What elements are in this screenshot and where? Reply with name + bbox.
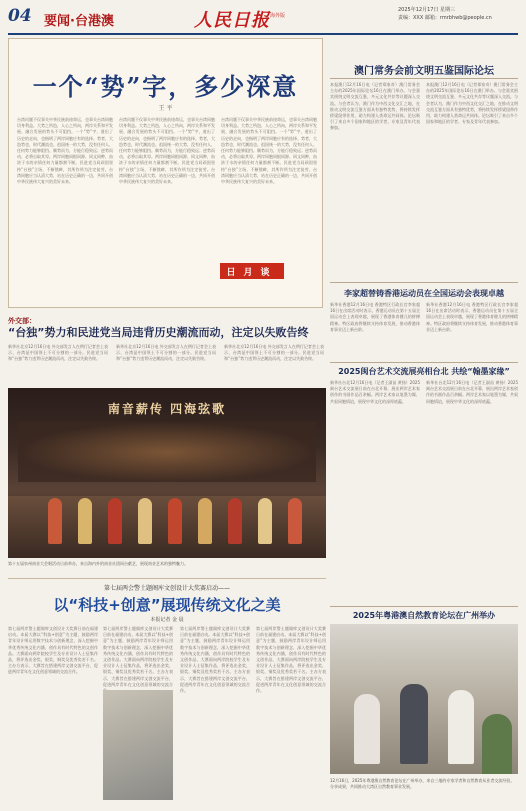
- macau-forum-rule: [330, 78, 518, 79]
- photo-person: [448, 690, 474, 764]
- commentary-author: 王 平: [158, 105, 173, 112]
- stage-backdrop: [18, 422, 316, 482]
- art-news-top-rule: [330, 362, 518, 363]
- issue-date: 2025年12月17日 星期三: [398, 7, 456, 13]
- photo-plant: [482, 714, 512, 774]
- feature-body-col1: 第七届两岸警土题阁库文创设计大奖赛日前在福建启动。本届大赛以“科技+创意”为主题，鼓励两岸青年设计师运用数字技术与创新理念，深入挖掘中华优秀传统文化内涵，创作具有时代特色的文创作品。大赛面向两岸院校学生及专业设计人士征集作品，将评选出金奖、银奖、铜奖及优秀奖若干名。主办方表示，大赛旨在搭建两岸文创交流平台，促进两岸青年在文化创意领域的交流合作。: [8, 626, 98, 675]
- photo-person: [400, 684, 428, 764]
- header-rule: [8, 33, 518, 35]
- commentary-body-col2: 台湾问题不仅事关中华民族前途命运，也事关台湾同胞切身利益。大势之所趋，人心之所向，两岸关系和平发展、融合发展的势头不可阻挡。一个“势”字，道出了历史的走向，也指明了两岸同胞应有的选择。势者，大趋势也，时代潮流也。祖国统一的大势，没有任何人、任何势力能够阻挡。顺势而为，方能行稳致远；逆势而动，必将自取其辱。两岸同胞同根同源、同文同种，血浓于水的亲情任何力量都割不断。民进党当局顽固坚持“台独”立场，不断挑衅，其所作所为注定徒劳。台湾同胞应当认清大势，站在历史正确的一边，共同开创中华民族伟大复兴的美好未来。: [119, 117, 215, 185]
- news1-body-col1: 新华社北京12月16日电 外交部发言人在例行记者会上表示，台湾是中国领土不可分割的一部分。民进党当局和“台独”势力违背历史潮流而动，注定以失败告终。: [8, 344, 108, 362]
- performer-figure: [228, 498, 242, 544]
- macau-forum-body-col1: 本报澳门12月16日电（记者郑家奇）澳门常务会主办的2025年国际论坛16日在澳门举办。与会嘉宾围绕文明交流互鉴、多元文化共存等议题深入交流。与会者认为，澳门作为中西文化交汇之地，在推动文明交流互鉴方面具有独特优势，将持续发挥桥梁纽带作用，助力构建人类命运共同体。论坛吸引了来自多个国家和地区的学者、专家及青年代表参加。: [330, 82, 420, 131]
- photo-banner-text: 南音薪传 四海弦歌: [107, 402, 227, 416]
- nature-forum-title: 2025年粤港澳自然教育论坛在广州举办: [352, 611, 496, 620]
- performer-figure: [198, 498, 212, 544]
- feature-body-col3: 第七届两岸警土题阁库文创设计大奖赛日前在福建启动。本届大赛以“科技+创意”为主题，鼓励两岸青年设计师运用数字技术与创新理念，深入挖掘中华优秀传统文化内涵，创作具有时代特色的文创作品。大赛面向两岸院校学生及专业设计人士征集作品，将评选出金奖、银奖、铜奖及优秀奖若干名。主办方表示，大赛旨在搭建两岸文创交流平台，促进两岸青年在文化创意领域的交流合作。: [180, 626, 250, 694]
- nanyin-photo-caption: 第十五届泉州南音大会唱活动日前举办，来自海内外的南音社团同台献艺，展现南音艺术的独特魅力。: [8, 561, 188, 566]
- art-news-body-col1: 新华社台北12月16日电（记者王淑苗 黄扬）2025闽台艺术交流展日前在台北开幕，展出两岸艺术家创作的书画作品百余幅。两岸艺术家以笔墨为媒，共叙同胞情谊，展现中华文化的深厚底蕴。: [330, 380, 420, 404]
- feature-kicker: 第七届两会警土题阁库文创设计大奖赛启动——: [103, 585, 230, 592]
- news1-body-col3: 新华社北京12月16日电 外交部发言人在例行记者会上表示，台湾是中国领土不可分割的一部分。民进党当局和“台独”势力违背历史潮流而动，注定以失败告终。: [224, 344, 324, 362]
- nature-forum-caption: 12月16日，2025年粤港澳自然教育论坛在广州举办，来自三地的专家学者和自然教育从业者交流经验、分享成果，共同推动大湾区自然教育事业发展。: [330, 778, 515, 789]
- commentary-body-col3: 台湾问题不仅事关中华民族前途命运，也事关台湾同胞切身利益。大势之所趋，人心之所向，两岸关系和平发展、融合发展的势头不可阻挡。一个“势”字，道出了历史的走向，也指明了两岸同胞应有的选择。势者，大趋势也，时代潮流也。祖国统一的大势，没有任何人、任何势力能够阻挡。顺势而为，方能行稳致远；逆势而动，必将自取其辱。两岸同胞同根同源、同文同种，血浓于水的亲情任何力量都割不断。民进党当局顽固坚持“台独”立场，不断挑衅，其所作所为注定徒劳。台湾同胞应当认清大势，站在历史正确的一边，共同开创中华民族伟大复兴的美好未来。: [221, 117, 317, 185]
- nature-forum-photo: [330, 624, 518, 774]
- page-header: [8, 4, 518, 34]
- performer-figure: [78, 498, 92, 544]
- performer-figure: [288, 498, 302, 544]
- page-number: 04: [8, 6, 32, 26]
- editor-line: 责编：XXX 邮箱：rmrbhwb@people.cn: [398, 15, 492, 21]
- commentary-body-col1: 台湾问题不仅事关中华民族前途命运，也事关台湾同胞切身利益。大势之所趋，人心之所向，两岸关系和平发展、融合发展的势头不可阻挡。一个“势”字，道出了历史的走向，也指明了两岸同胞应有的选择。势者，大趋势也，时代潮流也。祖国统一的大势，没有任何人、任何势力能够阻挡。顺势而为，方能行稳致远；逆势而动，必将自取其辱。两岸同胞同根同源、同文同种，血浓于水的亲情任何力量都割不断。民进党当局顽固坚持“台独”立场，不断挑衅，其所作所为注定徒劳。台湾同胞应当认清大势，站在历史正确的一边，共同开创中华民族伟大复兴的美好未来。: [17, 117, 113, 185]
- hk-news-title: 李家超替铸香港运动员在全国运动会表现卓越: [344, 289, 504, 298]
- art-news-title: 2025闽台艺术交流展亮相台北 共绘“翰墨家缘”: [338, 367, 510, 376]
- commentary-title: 一个“势”字，多少深意: [32, 72, 299, 101]
- news1-body-col2: 新华社北京12月16日电 外交部发言人在例行记者会上表示，台湾是中国领土不可分割的一部分。民进党当局和“台独”势力违背历史潮流而动，注定以失败告终。: [116, 344, 216, 362]
- hk-news-body-col2: 新华社香港12月16日电 香港特区行政长官李家超16日在出席活动时表示，香港运动员在第十五届全国运动会上表现卓越，展现了香港体育健儿的拼搏精神。特区政府将继续支持体育发展，推动香港体育事业迈上新台阶。: [426, 302, 518, 332]
- feature-top-rule: [8, 578, 326, 579]
- feature-body-col2: 第七届两岸警土题阁库文创设计大奖赛日前在福建启动。本届大赛以“科技+创意”为主题，鼓励两岸青年设计师运用数字技术与创新理念，深入挖掘中华优秀传统文化内涵，创作具有时代特色的文创作品。大赛面向两岸院校学生及专业设计人士征集作品，将评选出金奖、银奖、铜奖及优秀奖若干名。主办方表示，大赛旨在搭建两岸文创交流平台，促进两岸青年在文化创意领域的交流合: [103, 626, 173, 687]
- news1-title: “台独”势力和民进党当局违背历史潮流而动，注定以失败告终: [8, 326, 309, 339]
- news1-kicker: 外交部：: [8, 317, 36, 325]
- feature-photo: [103, 690, 173, 800]
- hk-news-body-col1: 新华社香港12月16日电 香港特区行政长官李家超16日在出席活动时表示，香港运动员在第十五届全国运动会上表现卓越，展现了香港体育健儿的拼搏精神。特区政府将继续支持体育发展，推动香港体育事业迈上新台阶。: [330, 302, 420, 332]
- macau-forum-body-col2: 本报澳门12月16日电（记者郑家奇）澳门常务会主办的2025年国际论坛16日在澳门举办。与会嘉宾围绕文明交流互鉴、多元文化共存等议题深入交流。与会者认为，澳门作为中西文化交汇之地，在推动文明交流互鉴方面具有独特优势，将持续发挥桥梁纽带作用，助力构建人类命运共同体。论坛吸引了来自多个国家和地区的学者、专家及青年代表参加。: [426, 82, 518, 125]
- masthead-logo: 人民日报: [194, 10, 270, 31]
- commentary-stamp: 日月谈: [220, 263, 284, 279]
- feature-byline: 本报记者 金 晨: [150, 617, 184, 623]
- commentary-box: [8, 38, 323, 308]
- feature-body-col4: 第七届两岸警土题阁库文创设计大奖赛日前在福建启动。本届大赛以“科技+创意”为主题，鼓励两岸青年设计师运用数字技术与创新理念，深入挖掘中华优秀传统文化内涵，创作具有时代特色的文创作品。大赛面向两岸院校学生及专业设计人士征集作品，将评选出金奖、银奖、铜奖及优秀奖若干名。主办方表示，大赛旨在搭建两岸文创交流平台，促进两岸青年在文化创意领域的交流合作。: [256, 626, 326, 694]
- header-meta: [398, 6, 518, 22]
- nature-top-rule: [330, 606, 518, 607]
- masthead-edition: 海外版: [270, 13, 286, 19]
- performer-figure: [258, 498, 272, 544]
- art-news-body-col2: 新华社台北12月16日电（记者王淑苗 黄扬）2025闽台艺术交流展日前在台北开幕，展出两岸艺术家创作的书画作品百余幅。两岸艺术家以笔墨为媒，共叙同胞情谊，展现中华文化的深厚底蕴。: [426, 380, 518, 404]
- performer-figure: [168, 498, 182, 544]
- performer-figure: [108, 498, 122, 544]
- nanyin-stage-photo: [8, 388, 326, 558]
- photo-person: [354, 694, 380, 764]
- macau-forum-title: 澳门常务会前文明五鉴国际论坛: [354, 66, 494, 77]
- hk-news-top-rule: [330, 282, 518, 283]
- performer-figure: [138, 498, 152, 544]
- performer-figure: [48, 498, 62, 544]
- feature-title: 以“科技+创意”展现传统文化之美: [53, 596, 281, 614]
- section-title: 要闻·台港澳: [44, 14, 114, 29]
